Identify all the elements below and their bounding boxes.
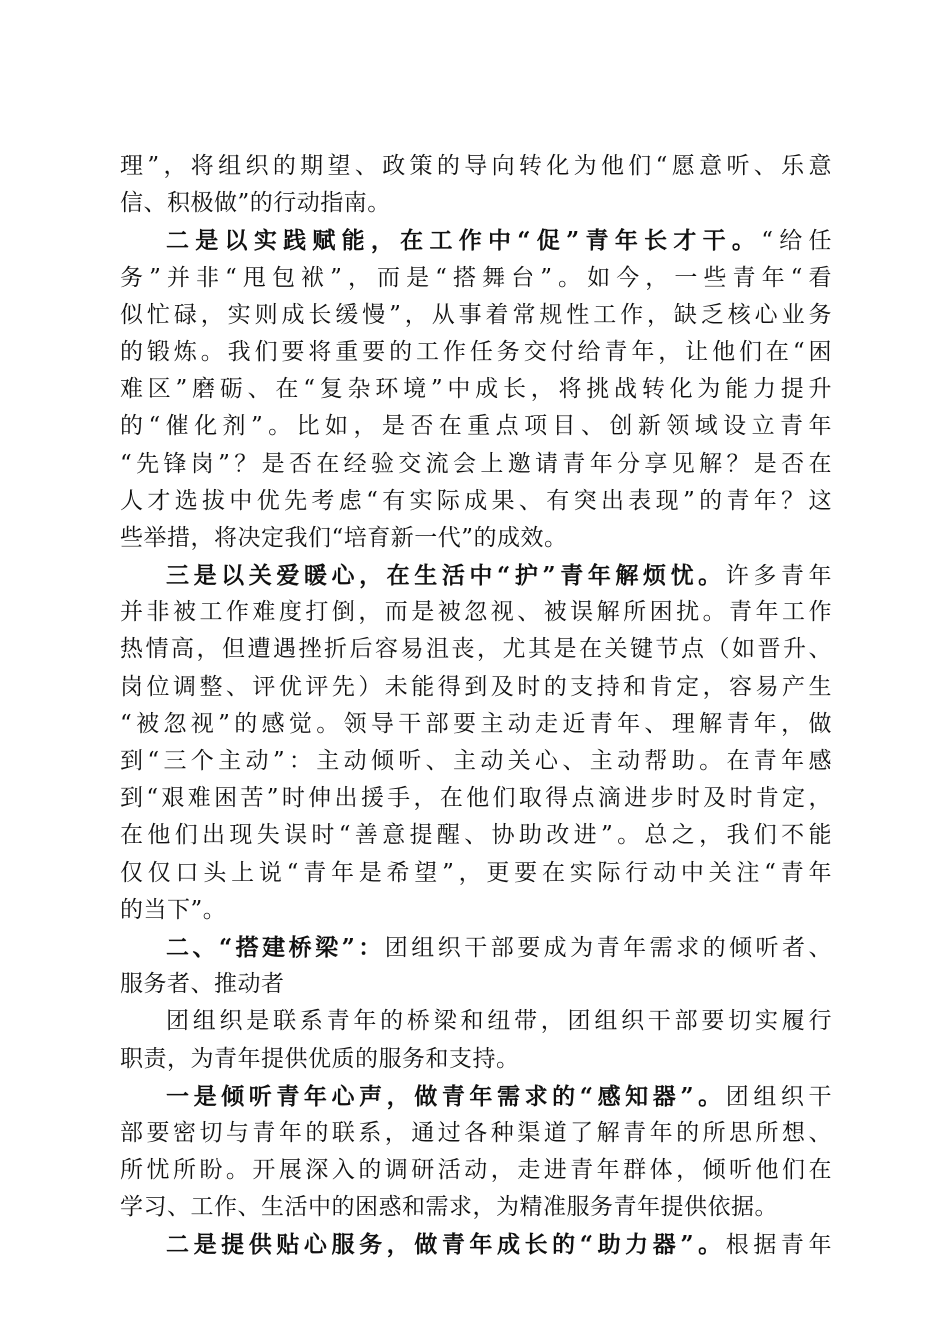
text-line <box>120 1078 832 1115</box>
body-text: 职责，为青年提供优质的服务和支持。 <box>120 1045 520 1072</box>
body-text: 务”并非“甩包袱”，而是“搭舞台”。如今，一些青年“看 <box>120 264 832 291</box>
text-line <box>120 1226 832 1263</box>
body-text: 的锻炼。我们要将重要的工作任务交付给青年，让他们在“困 <box>120 338 832 365</box>
body-text: 岗位调整、评优评先）未能得到及时的支持和肯定，容易产生 <box>120 673 832 700</box>
body-text: 仅仅口头上说“青年是希望”，更要在实际行动中关注“青年 <box>120 859 832 886</box>
text-line <box>120 446 832 483</box>
text-line <box>120 706 832 743</box>
text-line <box>120 1003 832 1040</box>
body-text: 团组织干部要成为青年需求的倾听者、 <box>384 934 832 961</box>
body-text: 所忧所盼。开展深入的调研活动，走进青年群体，倾听他们在 <box>120 1157 832 1184</box>
body-text: 根据青年 <box>725 1232 833 1259</box>
text-line <box>120 483 832 520</box>
bold-heading-text: 二是以实践赋能，在工作中“促”青年长才干。 <box>166 227 762 255</box>
text-line <box>120 1115 832 1152</box>
text-line <box>120 222 832 259</box>
text-line <box>120 297 832 334</box>
body-text: 部要密切与青年的联系，通过各种渠道了解青年的所思所想、 <box>120 1119 832 1146</box>
text-line <box>120 371 832 408</box>
paragraph <box>120 222 832 557</box>
body-text: 难区”磨砺、在“复杂环境”中成长，将挑战转化为能力提升 <box>120 376 832 403</box>
bold-heading-text: 二、“搭建桥梁”： <box>166 933 385 961</box>
text-line <box>120 1189 832 1226</box>
text-line <box>120 185 832 222</box>
body-text: 似忙碌，实则成长缓慢”，从事着常规性工作，缺乏核心业务 <box>120 301 832 328</box>
text-line <box>120 929 832 966</box>
paragraph <box>120 557 832 929</box>
text-line <box>120 148 832 185</box>
paragraph <box>120 1226 832 1263</box>
document-body <box>120 148 832 1264</box>
body-text: 许多青年 <box>725 563 833 590</box>
bold-heading-text: 一是倾听青年心声，做青年需求的“感知器”。 <box>166 1082 726 1110</box>
paragraph <box>120 148 832 222</box>
body-text: “先锋岗”？是否在经验交流会上邀请青年分享见解？是否在 <box>120 450 832 477</box>
text-line <box>120 260 832 297</box>
body-text: 些举措，将决定我们“培育新一代”的成效。 <box>120 524 568 551</box>
text-line <box>120 669 832 706</box>
body-text: 到“艰难困苦”时伸出援手，在他们取得点滴进步时及时肯定， <box>120 785 832 812</box>
paragraph <box>120 1078 832 1227</box>
text-line <box>120 743 832 780</box>
body-text: 理”，将组织的期望、政策的导向转化为他们“愿意听、乐意 <box>120 153 832 179</box>
body-text: 在他们出现失误时“善意提醒、协助改进”。总之，我们不能 <box>120 822 832 849</box>
body-text: 服务者、推动者 <box>120 971 285 998</box>
body-text: “被忽视”的感觉。领导干部要主动走近青年、理解青年，做 <box>120 710 832 737</box>
body-text: 团组织是联系青年的桥梁和纽带，团组织干部要切实履行 <box>166 1008 832 1035</box>
bold-heading-text: 二是提供贴心服务，做青年成长的“助力器”。 <box>166 1231 726 1259</box>
text-line <box>120 1152 832 1189</box>
body-text: 并非被工作难度打倒，而是被忽视、被误解所困扰。青年工作 <box>120 599 832 626</box>
body-text: 的“催化剂”。比如，是否在重点项目、创新领域设立青年 <box>120 413 832 440</box>
body-text: 人才选拔中优先考虑“有实际成果、有突出表现”的青年？这 <box>120 487 832 514</box>
body-text: 到“三个主动”：主动倾听、主动关心、主动帮助。在青年感 <box>120 748 832 774</box>
text-line <box>120 408 832 445</box>
text-line <box>120 631 832 668</box>
text-line <box>120 557 832 594</box>
text-line <box>120 520 832 557</box>
body-text: 的当下”。 <box>120 896 227 923</box>
body-text: 信、积极做”的行动指南。 <box>120 190 391 217</box>
body-text: 团组织干 <box>725 1083 833 1110</box>
paragraph <box>120 1003 832 1077</box>
text-line <box>120 1041 832 1078</box>
text-line <box>120 780 832 817</box>
text-line <box>120 855 832 892</box>
body-text: 热情高，但遭遇挫折后容易沮丧，尤其是在关键节点（如晋升、 <box>120 636 832 663</box>
body-text: 学习、工作、生活中的困惑和需求，为精准服务青年提供依据。 <box>120 1194 778 1221</box>
bold-heading-text: 三是以关爱暖心，在生活中“护”青年解烦忧。 <box>166 562 726 590</box>
body-text: “给任 <box>761 228 832 255</box>
text-line <box>120 334 832 371</box>
text-line <box>120 966 832 1003</box>
text-line <box>120 594 832 631</box>
text-line <box>120 892 832 929</box>
text-line <box>120 817 832 854</box>
paragraph <box>120 929 832 1003</box>
